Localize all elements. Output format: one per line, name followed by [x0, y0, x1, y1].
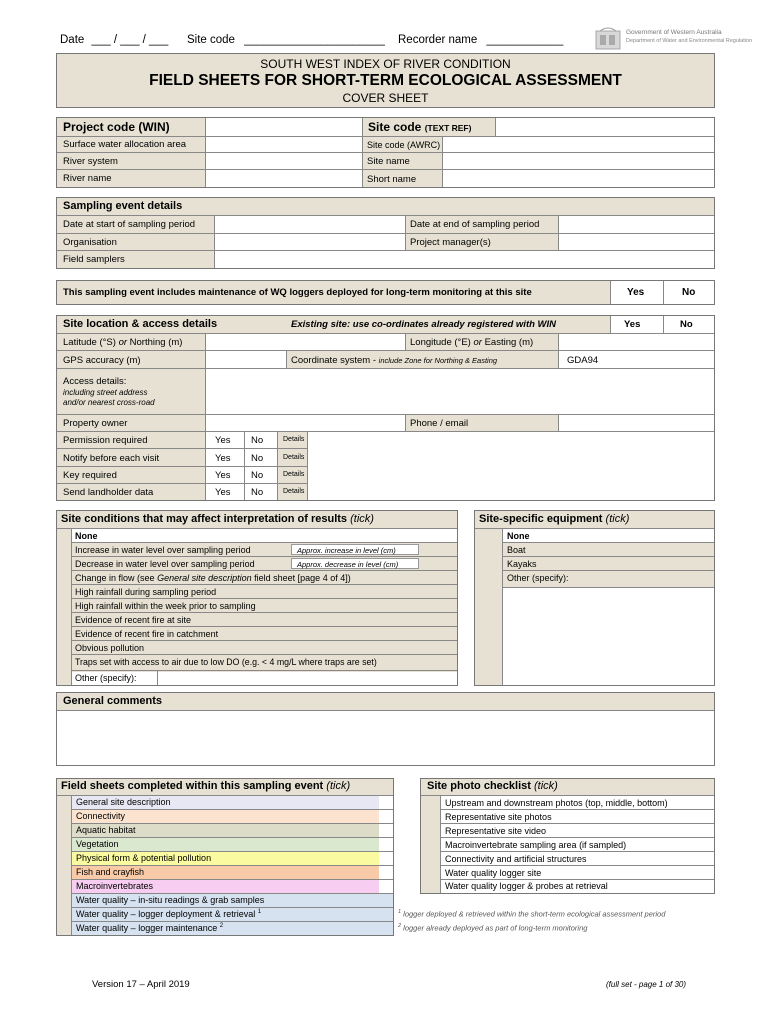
project-code-input[interactable]	[206, 119, 361, 135]
fieldsheet-row[interactable]	[72, 810, 393, 824]
access-row-yes[interactable]: Yes	[215, 487, 231, 498]
fieldsheet-label: General site description	[76, 797, 171, 807]
longitude-label: Longitude (°E)	[410, 337, 471, 348]
access-hint1: including street address	[63, 388, 148, 397]
access-row-details: Details	[283, 471, 305, 478]
site-name-input[interactable]	[443, 153, 713, 169]
access-hint2: and/or nearest cross-road	[63, 398, 155, 407]
condition-item[interactable]: Evidence of recent fire at site	[75, 615, 192, 625]
access-row-yes[interactable]: Yes	[215, 435, 231, 446]
fieldsheet-row[interactable]	[72, 908, 393, 922]
fieldsheet-label: Aquatic habitat	[76, 825, 136, 835]
fieldsheet-row[interactable]	[72, 922, 393, 935]
river-name-label: River name	[63, 173, 112, 184]
fieldsheet-label: Vegetation	[76, 839, 119, 849]
site-code-awrc-input[interactable]	[443, 137, 713, 152]
site-code-suffix: (TEXT REF)	[424, 123, 472, 133]
site-code-blank[interactable]: ______________________	[244, 34, 385, 46]
northing-label: Northing (m)	[129, 337, 183, 348]
footnote2: logger already deployed as part of long-term monitoring	[403, 923, 588, 933]
recorder-blank[interactable]: ____________	[486, 34, 564, 46]
condition-item[interactable]: High rainfall within the week prior to sampling	[75, 601, 256, 611]
fieldsheet-row[interactable]	[72, 866, 393, 880]
access-row-details: Details	[283, 454, 305, 461]
site-code-heading: Site code	[368, 120, 422, 134]
fieldsheets-heading: Field sheets completed within this sampling event	[61, 780, 324, 792]
condition-increase[interactable]: Increase in water level over sampling period	[75, 545, 251, 555]
sampling-section	[56, 197, 715, 269]
phone-input[interactable]	[559, 415, 713, 431]
fieldsheet-label: Water quality – logger maintenance	[76, 923, 218, 933]
photo-item[interactable]: Representative site photos	[445, 812, 552, 822]
access-row-no[interactable]: No	[251, 470, 264, 481]
comments-input[interactable]	[58, 711, 713, 765]
access-row-label: Notify before each visit	[63, 453, 160, 464]
access-row-no[interactable]: No	[251, 453, 264, 464]
fieldsheet-label: Macroinvertebrates	[76, 881, 154, 891]
organisation-input[interactable]	[215, 234, 404, 250]
equipment-tick: (tick)	[605, 513, 630, 525]
date-start-input[interactable]	[215, 216, 404, 233]
fieldsheet-row[interactable]	[72, 852, 393, 866]
existing-yes[interactable]: Yes	[624, 319, 641, 330]
gov-line1: Government of Western Australia	[626, 29, 722, 36]
longitude-input[interactable]	[559, 334, 713, 350]
condition-none[interactable]: None	[75, 531, 98, 541]
short-name-input[interactable]	[443, 170, 713, 187]
site-code-label: Site code	[187, 34, 235, 46]
location-section	[56, 315, 715, 501]
photo-item[interactable]: Water quality logger & probes at retrieval	[445, 881, 608, 891]
access-row-no[interactable]: No	[251, 435, 264, 446]
coord-system-label: Coordinate system -	[291, 355, 377, 366]
project-section	[56, 117, 715, 188]
access-details-input[interactable]	[308, 432, 713, 500]
project-code-label: Project code (WIN)	[63, 120, 170, 134]
date-label: Date	[60, 34, 85, 46]
equipment-none[interactable]: None	[507, 531, 530, 541]
equipment-item[interactable]: Other (specify):	[507, 573, 569, 583]
access-row-details: Details	[283, 488, 305, 495]
condition-item[interactable]: Traps set with access to air due to low DO (e.g. < 4 mg/L where traps are set)	[75, 657, 377, 667]
access-row-label: Permission required	[63, 435, 148, 446]
latitude-label: Latitude (°S)	[63, 337, 116, 348]
fieldsheets-tick: (tick)	[326, 780, 351, 792]
photo-item[interactable]: Connectivity and artificial structures	[445, 854, 587, 864]
field-samplers-label: Field samplers	[63, 254, 125, 265]
river-system-label: River system	[63, 156, 118, 167]
fieldsheet-label: Water quality – in-situ readings & grab samples	[76, 895, 265, 905]
condition-item[interactable]: Obvious pollution	[75, 643, 145, 653]
access-input[interactable]	[206, 369, 713, 414]
coord-hint: include Zone for Northing & Easting	[378, 356, 498, 365]
condition-decrease[interactable]: Decrease in water level over sampling period	[75, 559, 255, 569]
field-samplers-input[interactable]	[215, 251, 713, 268]
increase-hint: Approx. increase in level (cm)	[297, 546, 396, 555]
decrease-hint: Approx. decrease in level (cm)	[297, 560, 399, 569]
condition-item[interactable]: High rainfall during sampling period	[75, 587, 217, 597]
fieldsheet-row[interactable]	[72, 796, 393, 810]
fieldsheets-section	[56, 778, 394, 936]
date-end-input[interactable]	[559, 216, 713, 233]
conditions-heading: Site conditions that may affect interpretation of results	[61, 513, 348, 525]
gps-label: GPS accuracy (m)	[63, 355, 141, 366]
conditions-tick: (tick)	[350, 513, 374, 525]
longitude-or: or	[473, 337, 482, 348]
date-end-label: Date at end of sampling period	[410, 219, 540, 230]
fieldsheet-row[interactable]	[72, 838, 393, 852]
easting-label: Easting (m)	[484, 337, 534, 348]
title-box	[56, 53, 715, 108]
organisation-label: Organisation	[63, 237, 117, 248]
sampling-heading: Sampling event details	[63, 200, 183, 212]
footnote1-sup: 1	[398, 909, 402, 915]
comments-heading: General comments	[63, 695, 163, 707]
version-label: Version 17 – April 2019	[92, 979, 190, 990]
fieldsheet-label: Water quality – logger deployment & retrieval	[76, 909, 256, 919]
photos-tick: (tick)	[533, 780, 558, 792]
title-line3: COVER SHEET	[342, 91, 429, 105]
photo-item[interactable]: Upstream and downstream photos (top, middle, bottom)	[445, 798, 668, 808]
fieldsheet-sup: 1	[257, 909, 262, 915]
date-blanks[interactable]: ___ / ___ / ___	[91, 34, 169, 46]
title-line1: SOUTH WEST INDEX OF RIVER CONDITION	[260, 57, 511, 71]
maintenance-row	[56, 280, 715, 305]
latitude-input[interactable]	[206, 334, 404, 350]
existing-no[interactable]: No	[680, 319, 693, 330]
access-row-no[interactable]: No	[251, 487, 264, 498]
condition-flow-ref: General site description	[157, 573, 252, 583]
conditions-section	[56, 510, 458, 686]
surface-water-label: Surface water allocation area	[63, 139, 187, 150]
crest-icon	[594, 27, 622, 51]
page-number: (full set - page 1 of 30)	[606, 980, 687, 989]
river-system-input[interactable]	[206, 153, 361, 169]
photo-item[interactable]: Representative site video	[445, 826, 547, 836]
site-code-awrc-label: Site code (AWRC)	[367, 140, 441, 150]
equipment-item[interactable]: Boat	[507, 545, 526, 555]
fieldsheet-label: Connectivity	[76, 811, 126, 821]
photos-section	[420, 778, 715, 894]
date-start-label: Date at start of sampling period	[63, 219, 196, 230]
maintenance-no[interactable]: No	[682, 287, 696, 298]
fieldsheet-row[interactable]	[72, 880, 393, 894]
condition-flow[interactable]: Change in flow (see	[75, 573, 155, 583]
existing-site-text: Existing site: use co-ordinates already registered with WIN	[291, 319, 557, 330]
equipment-heading: Site-specific equipment	[479, 513, 603, 525]
recorder-label: Recorder name	[398, 34, 478, 46]
footnote2-sup: 2	[398, 923, 402, 929]
condition-item[interactable]: Evidence of recent fire in catchment	[75, 629, 219, 639]
datum-value: GDA94	[567, 355, 599, 366]
fieldsheet-label: Physical form & potential pollution	[76, 853, 212, 863]
access-row-details: Details	[283, 436, 305, 443]
access-row-yes[interactable]: Yes	[215, 470, 231, 481]
gps-input[interactable]	[206, 351, 285, 368]
comments-section	[56, 692, 715, 766]
maintenance-yes[interactable]: Yes	[627, 287, 645, 298]
access-row-label: Key required	[63, 470, 117, 481]
surface-water-input[interactable]	[206, 137, 361, 152]
page-title: FIELD SHEETS FOR SHORT-TERM ECOLOGICAL ASSESSMENT	[149, 72, 622, 89]
property-owner-input[interactable]	[206, 415, 404, 431]
fieldsheet-label: Fish and crayfish	[76, 867, 145, 877]
fieldsheet-row[interactable]	[72, 824, 393, 838]
condition-item[interactable]: Other (specify):	[75, 673, 137, 683]
phone-label: Phone / email	[410, 418, 469, 429]
condition-other-input[interactable]	[158, 671, 456, 685]
equipment-item[interactable]: Kayaks	[507, 559, 537, 569]
property-owner-label: Property owner	[63, 418, 128, 429]
access-row-label: Send landholder data	[63, 487, 154, 498]
site-name-label: Site name	[367, 156, 410, 167]
photos-heading: Site photo checklist	[427, 780, 531, 792]
photo-item[interactable]: Water quality logger site	[445, 868, 542, 878]
site-code-input[interactable]	[496, 119, 713, 135]
access-row-yes[interactable]: Yes	[215, 453, 231, 464]
project-manager-input[interactable]	[559, 234, 713, 250]
fieldsheet-row[interactable]	[72, 894, 393, 908]
condition-flow-tail: field sheet [page 4 of 4])	[254, 573, 351, 583]
access-label: Access details:	[63, 376, 127, 387]
footnote1: logger deployed & retrieved within the short-term ecological assessment period	[403, 909, 666, 919]
latitude-or: or	[118, 337, 128, 348]
short-name-label: Short name	[367, 174, 417, 185]
equipment-other-input[interactable]	[503, 588, 714, 685]
maintenance-text: This sampling event includes maintenance of WQ loggers deployed for long-term monitoring at this site	[63, 287, 532, 298]
photo-item[interactable]: Macroinvertebrate sampling area (if sampled)	[445, 840, 627, 850]
gov-line2: Department of Water and Environmental Regulation	[626, 38, 753, 44]
equipment-section	[474, 510, 715, 686]
project-manager-label: Project manager(s)	[410, 237, 491, 248]
fieldsheet-sup: 2	[219, 923, 224, 929]
river-name-input[interactable]	[206, 170, 361, 187]
location-heading: Site location & access details	[63, 318, 218, 330]
